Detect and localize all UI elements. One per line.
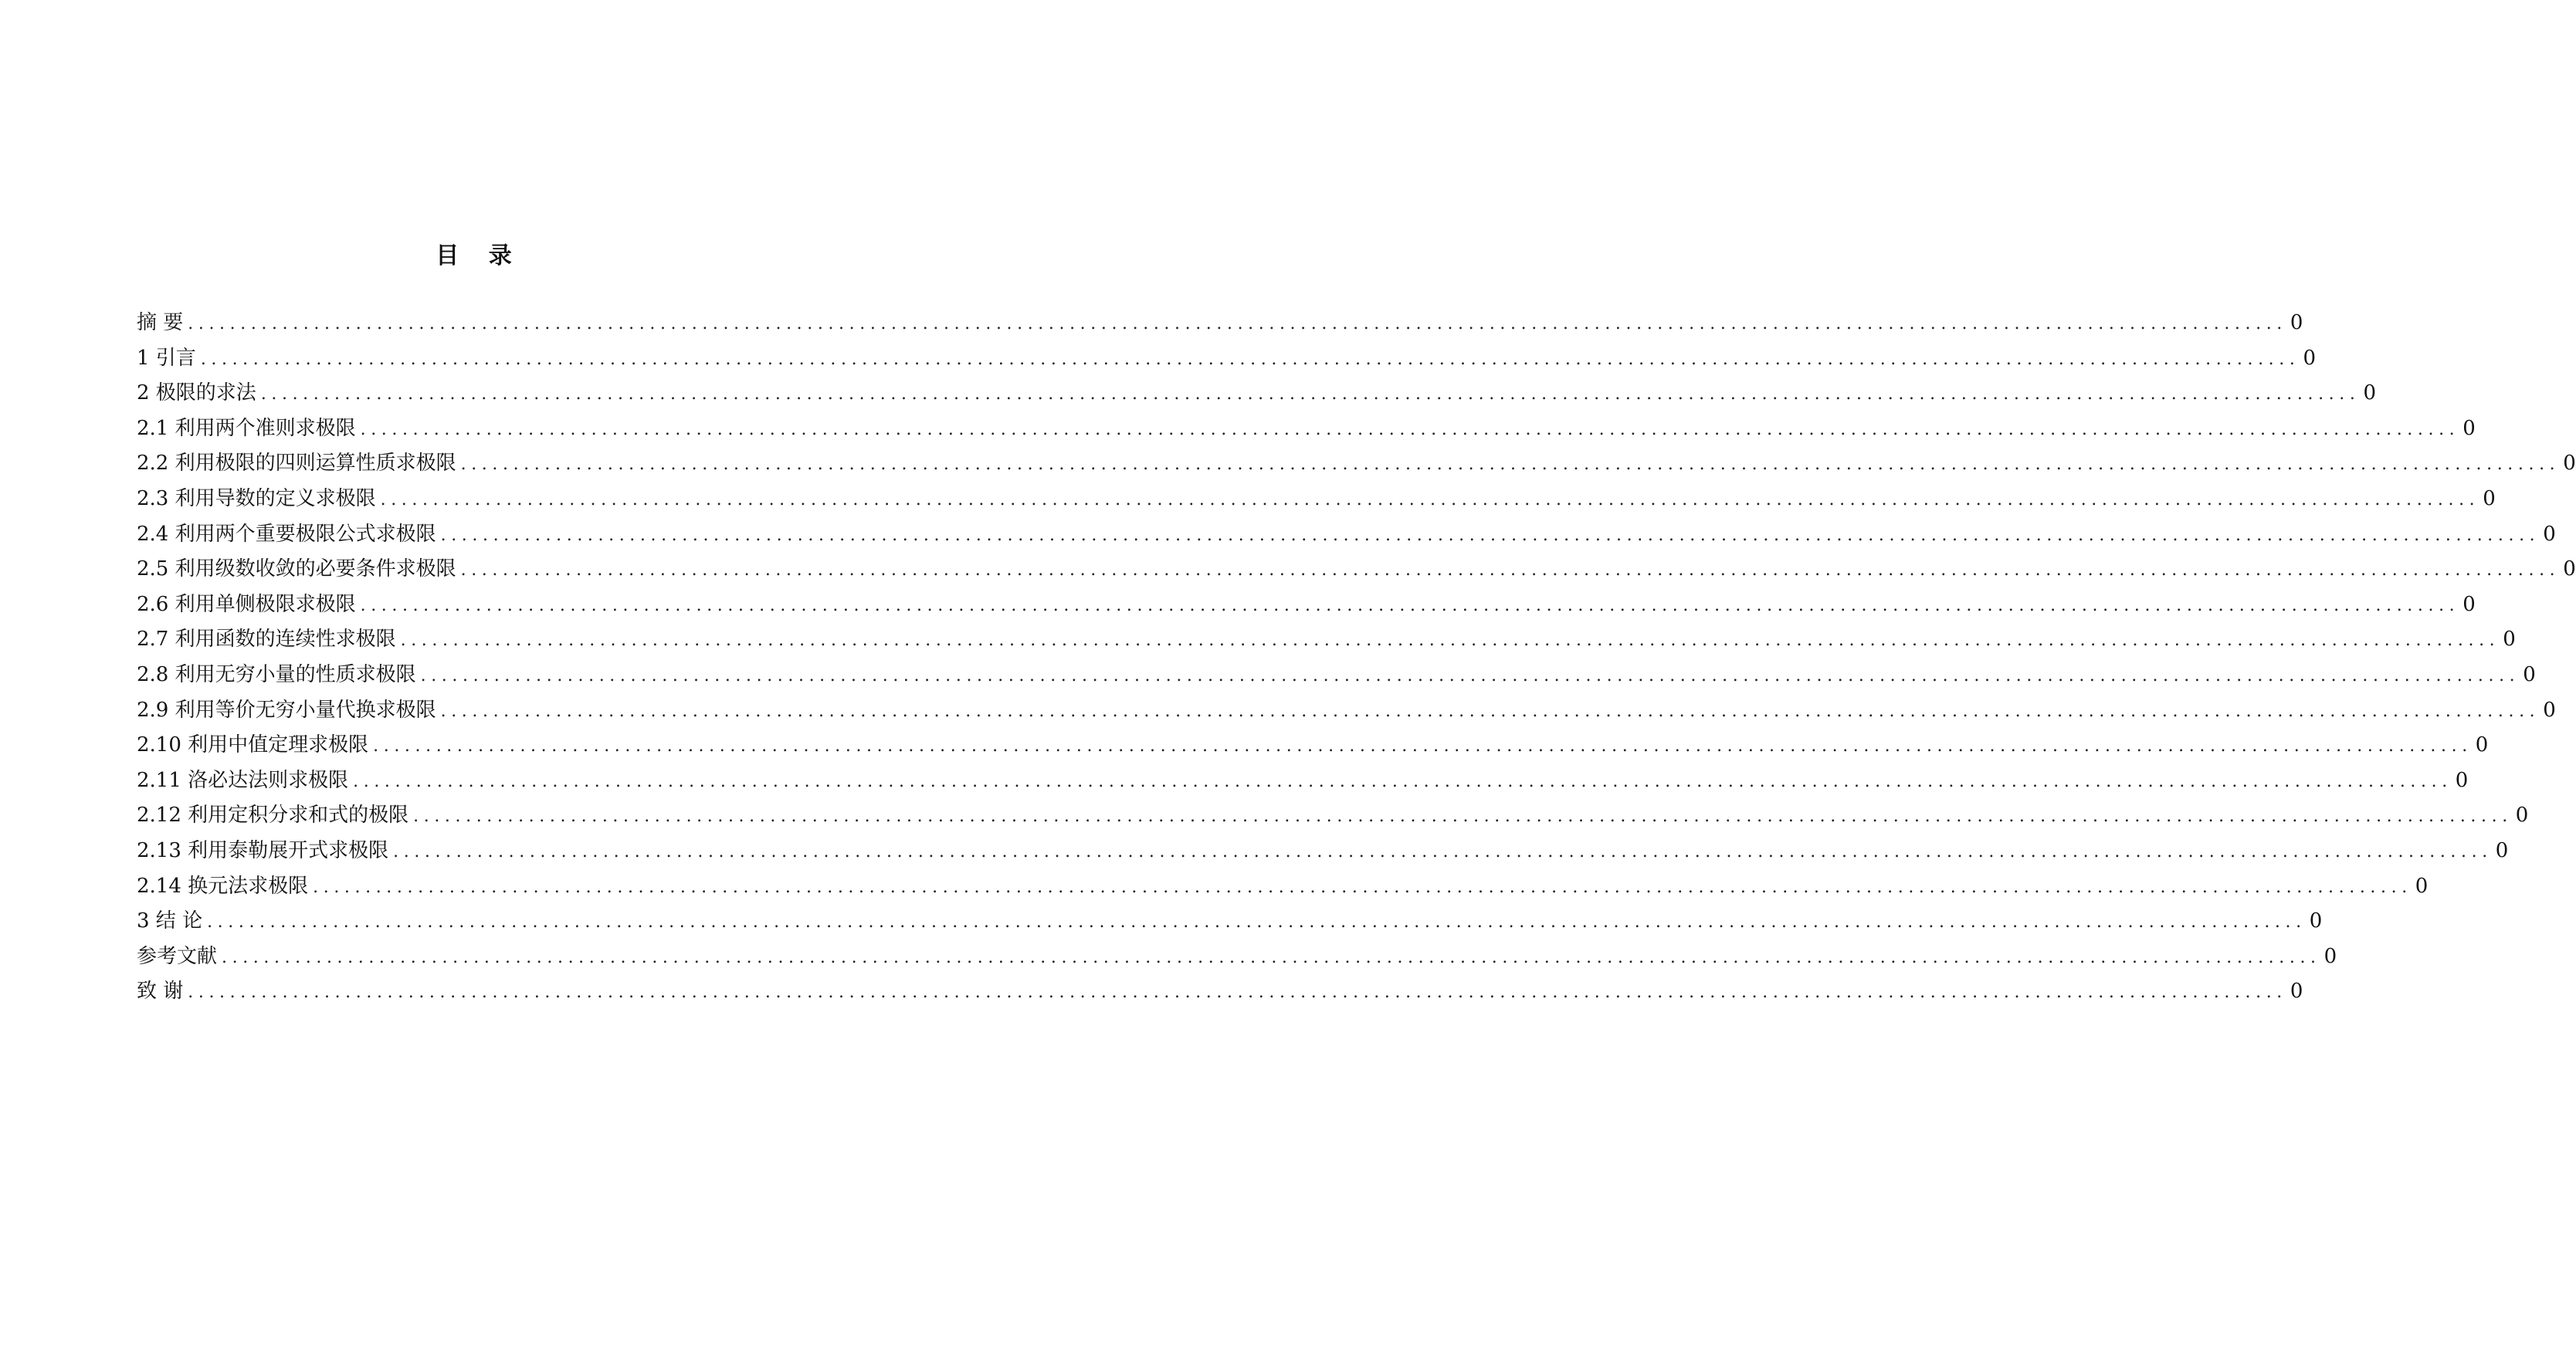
toc-entry[interactable]: [137, 517, 2556, 553]
toc-leader-dots: ........................................................................................................................................................................................................: [200, 349, 2300, 369]
toc-entry-label: 1 引言: [137, 346, 196, 370]
toc-leader-dots: ........................................................................................................................................................................................................: [207, 912, 2307, 933]
toc-entry[interactable]: [137, 587, 2476, 623]
toc-entry[interactable]: [137, 446, 2576, 482]
toc-leader-dots: ........................................................................................................................................................................................................: [413, 807, 2513, 827]
toc-entry-page-number: 0: [2290, 311, 2303, 334]
toc-leader-dots: ........................................................................................................................................................................................................: [460, 455, 2561, 475]
toc-entry-page-number: 0: [2290, 980, 2303, 1004]
toc-entry-label: 2.4 利用两个重要极限公式求极限: [137, 522, 436, 546]
toc-entry[interactable]: [137, 869, 2429, 905]
toc-entry-page-number: 0: [2455, 768, 2469, 792]
toc-entry-page-number: 0: [2303, 346, 2316, 370]
toc-entry-label: 2.6 利用单侧极限求极限: [137, 592, 356, 616]
toc-entry-page-number: 0: [2475, 733, 2489, 757]
toc-entry-label: 2.8 利用无穷小量的性质求极限: [137, 662, 416, 686]
toc-entry-page-number: 0: [2462, 592, 2476, 616]
toc-leader-dots: ........................................................................................................................................................................................................: [420, 665, 2520, 685]
toc-entry-label: 2.10 利用中值定理求极限: [137, 733, 369, 757]
toc-leader-dots: ........................................................................................................................................................................................................: [188, 983, 2287, 1003]
toc-leader-dots: ........................................................................................................................................................................................................: [400, 631, 2500, 651]
toc-leader-dots: ........................................................................................................................................................................................................: [460, 560, 2561, 581]
toc-leader-dots: ........................................................................................................................................................................................................: [353, 771, 2452, 791]
toc-entry[interactable]: [137, 411, 2476, 447]
toc-entry-label: 2.12 利用定积分求和式的极限: [137, 804, 409, 828]
toc-leader-dots: ........................................................................................................................................................................................................: [373, 736, 2473, 757]
toc-entry-page-number: 0: [2323, 944, 2337, 968]
table-of-contents: [137, 306, 2576, 1010]
toc-entry-label: 2 极限的求法: [137, 381, 256, 405]
toc-entry-label: 2.7 利用函数的连续性求极限: [137, 628, 396, 652]
toc-entry-label: 2.14 换元法求极限: [137, 874, 309, 898]
toc-entry-page-number: 0: [2563, 557, 2576, 581]
toc-entry[interactable]: [137, 939, 2337, 975]
toc-leader-dots: ........................................................................................................................................................................................................: [188, 314, 2287, 333]
toc-entry-page-number: 0: [2462, 416, 2476, 440]
toc-leader-dots: ........................................................................................................................................................................................................: [222, 947, 2321, 967]
toc-entry-page-number: 0: [2363, 381, 2376, 405]
toc-entry-page-number: 0: [2309, 909, 2323, 933]
toc-entry[interactable]: [137, 341, 2316, 377]
toc-entry[interactable]: [137, 658, 2536, 693]
toc-entry[interactable]: [137, 693, 2556, 729]
toc-entry[interactable]: [137, 834, 2509, 869]
page-title: 目 录: [436, 242, 523, 269]
toc-entry-label: 参考文献: [137, 944, 218, 968]
toc-entry-page-number: 0: [2543, 522, 2556, 546]
toc-leader-dots: ........................................................................................................................................................................................................: [360, 595, 2460, 615]
toc-entry[interactable]: [137, 376, 2376, 411]
toc-entry-label: 2.3 利用导数的定义求极限: [137, 486, 376, 510]
toc-leader-dots: ........................................................................................................................................................................................................: [440, 525, 2540, 545]
toc-entry-label: 3 结 论: [137, 909, 203, 933]
toc-entry[interactable]: [137, 622, 2516, 658]
toc-entry-label: 摘 要: [137, 311, 184, 334]
toc-leader-dots: ........................................................................................................................................................................................................: [380, 489, 2480, 509]
toc-entry[interactable]: [137, 552, 2576, 587]
toc-entry[interactable]: [137, 974, 2303, 1010]
toc-entry[interactable]: [137, 306, 2303, 341]
toc-entry[interactable]: [137, 904, 2323, 939]
toc-leader-dots: ........................................................................................................................................................................................................: [260, 384, 2361, 405]
toc-entry-page-number: 0: [2563, 452, 2576, 476]
toc-entry-page-number: 0: [2503, 628, 2516, 652]
toc-entry-label: 2.2 利用极限的四则运算性质求极限: [137, 452, 456, 476]
toc-entry[interactable]: [137, 482, 2496, 517]
toc-entry-label: 2.11 洛必达法则求极限: [137, 768, 349, 792]
toc-entry-label: 2.9 利用等价无穷小量代换求极限: [137, 698, 436, 722]
toc-entry-page-number: 0: [2495, 838, 2509, 862]
toc-entry-page-number: 0: [2415, 874, 2429, 898]
toc-leader-dots: ........................................................................................................................................................................................................: [313, 877, 2412, 897]
toc-entry-label: 2.5 利用级数收敛的必要条件求极限: [137, 557, 456, 581]
toc-leader-dots: ........................................................................................................................................................................................................: [440, 701, 2540, 721]
toc-entry[interactable]: [137, 728, 2489, 763]
toc-leader-dots: ........................................................................................................................................................................................................: [360, 419, 2460, 439]
toc-entry[interactable]: [137, 798, 2529, 834]
toc-leader-dots: ........................................................................................................................................................................................................: [393, 841, 2493, 861]
toc-entry[interactable]: [137, 763, 2469, 799]
toc-entry-page-number: 0: [2523, 662, 2536, 686]
toc-entry-page-number: 0: [2543, 698, 2556, 722]
toc-entry-label: 致 谢: [137, 980, 184, 1004]
toc-entry-label: 2.13 利用泰勒展开式求极限: [137, 838, 389, 862]
toc-entry-page-number: 0: [2515, 804, 2529, 828]
toc-entry-label: 2.1 利用两个准则求极限: [137, 416, 356, 440]
toc-entry-page-number: 0: [2483, 486, 2496, 510]
